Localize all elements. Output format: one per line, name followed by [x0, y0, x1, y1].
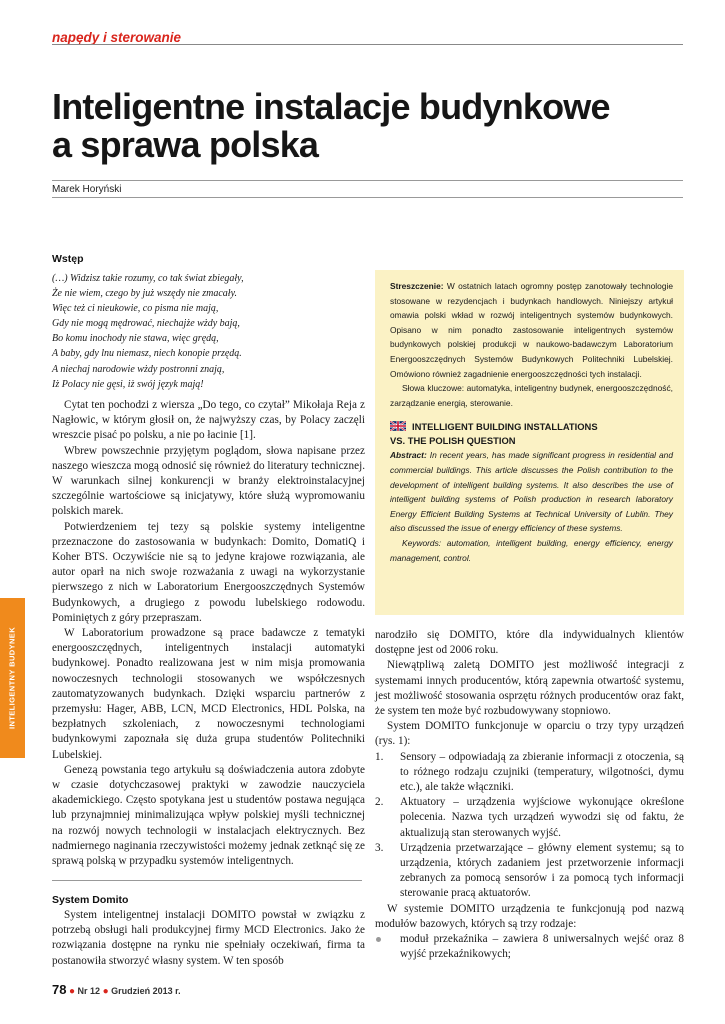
uk-flag-icon: [390, 421, 406, 431]
domito-heading: System Domito: [52, 894, 129, 906]
poem-line: Iż Polacy nie gęsi, iż swój język mają!: [52, 378, 204, 390]
section-header: napędy i sterowanie: [52, 30, 182, 45]
intro-heading: Wstęp: [52, 253, 84, 265]
domito-section: [52, 908, 365, 969]
bullet-separator-icon: ●: [68, 986, 76, 997]
list-text: Sensory – odpowiadają za zbieranie informacji z otoczenia, są to różnego rodzaju czujniki (temperatury, wilgotności, dymu etc.), ale także włączniki.: [400, 750, 684, 794]
list-number: 1.: [375, 750, 384, 763]
bullet-icon: [376, 937, 381, 942]
bullet-separator-icon: ●: [102, 986, 109, 997]
intro-paragraph: Wbrew powszechnie przyjętym poglądom, słowa napisane przez naszego wieszcza mogą odnosić się również do literatury technicznej. W warunkach silnej konkurencji w branży elektroinstalacyjnej szczególnie wartościowe są inicjatywy, które służą wypromowaniu polskich marek.: [52, 444, 365, 518]
list-number: 3.: [375, 841, 384, 854]
poem-line: Że nie wiem, czego by już wszędy nie zmacały.: [52, 288, 237, 300]
sidebar-tab: [0, 598, 25, 758]
author-rule-top: [52, 180, 683, 181]
author: Marek Horyński: [52, 184, 122, 195]
right-paragraph: narodziło się DOMITO, które dla indywidualnych klientów dostępne jest od 2006 roku.: [375, 629, 684, 657]
page-footer: [52, 982, 181, 997]
poem-line: (…) Widzisz takie rozumy, co tak świat zbiegały,: [52, 273, 244, 284]
domito-paragraph: System inteligentnej instalacji DOMITO powstał w związku z potrzebą obsługi hali produkcyjnej firmy MCD Electronics. Jako że rozwiązania dostępne na rynku nie spełniały oczekiwań, firma ta postanowiła stworzyć własny system. W ten sposób: [52, 909, 365, 967]
abstract-en-keywords: Keywords: automation, intelligent building, energy efficiency, energy management, control.: [390, 537, 673, 563]
intro-paragraph: Cytat ten pochodzi z wiersza „Do tego, co czytał” Mikołaja Reja z Nagłowic, w którym głosił on, że najwyższy czas, by Polacy zaczęli wreszcie pisać po polsku, a nie po łacinie [1].: [52, 399, 365, 442]
abstract-en-heading-line-2: VS. THE POLISH QUESTION: [390, 435, 516, 447]
right-paragraph: System DOMITO funkcjonuje w oparciu o trzy typy urządzeń (rys. 1):: [375, 720, 684, 748]
list-item: [375, 795, 684, 841]
bullet-item: [375, 932, 684, 962]
poem-line: Więc też ci nieukowie, co pisma nie mają,: [52, 303, 219, 315]
list-item: [375, 750, 684, 796]
bullet-text: moduł przekaźnika – zawiera 8 uniwersalnych wejść oraz 8 wyjść przekaźnikowych;: [400, 933, 684, 961]
abstract-box: [375, 270, 684, 615]
poem-line: A baby, gdy lnu niemasz, niech konopie przędą.: [52, 348, 242, 360]
abstract-pl: [390, 279, 673, 381]
issue-date: Grudzień 2013 r.: [111, 986, 181, 996]
right-paragraph: W systemie DOMITO urządzenia te funkcjonują pod nazwą modułów bazowych, których są trzy rodzaje:: [375, 902, 684, 930]
abstract-en-heading-line-1: INTELLIGENT BUILDING INSTALLATIONS: [412, 421, 598, 433]
left-column: [52, 398, 365, 869]
list-text: Urządzenia przetwarzające – główny element systemu; są to urządzenia, których zadaniem jest przetworzenie informacji zebranych za pomocą sensorów i za pomocą tych informacji sterowanie pracą aktuatorów.: [400, 841, 684, 900]
abstract-en: [390, 448, 673, 536]
abstract-pl-keywords: Słowa kluczowe: automatyka, inteligentny budynek, energooszczędność, zarządzanie energią, sterowanie.: [390, 383, 673, 408]
list-item: [375, 841, 684, 902]
abstract-pl-text: W ostatnich latach ogromny postęp zanotowały technologie stosowane w rezydencjach i budynkach handlowych. Niniejszy artykuł omawia polski wkład w rozwój inteligentnych systemów budynkowych. Opisano w nim ponadto zastosowanie inteligentnych systemów budynkowych polskiej produkcji w naukowo-badawczym Laboratorium Energooszczędnych Systemów Budynkowych Politechniki Lubelskiej. Omówiono również zagadnienie energooszczędności tych instalacji.: [390, 281, 673, 379]
author-rule-bottom: [52, 197, 683, 198]
sidebar-label: INTELIGENTNY BUDYNEK: [7, 626, 17, 730]
abstract-pl-label: Streszczenie:: [390, 281, 444, 291]
poem: [52, 271, 372, 392]
intro-paragraph: Genezą powstania tego artykułu są doświadczenia autora zdobyte w czasie dotychczasowej praktyki w zawodzie nauczyciela akademickiego. Często spotykana jest u studentów postawa negująca lub przynajmniej minimalizująca wpływ polskiej myśli technicznej na rozwój nowych technologii w instalacjach elektrycznych. Bez nadmiernego naginania rzeczywistości możemy jednak zetknąć się ze sprawą polską w przypadku systemów inteligentnych.: [52, 763, 365, 868]
poem-line: Bo komu inochody nie stawa, więc grędą,: [52, 333, 219, 345]
header-divider: [52, 44, 683, 45]
abstract-en-text: In recent years, has made significant progress in residential and commercial buildings. This article discusses the Polish contribution to the development of intelligent building systems. It also describes the use of intelligent building systems of Polish production in research laboratory Energy Efficient Building Systems at Technical University of Lublin. They also discussed the issue of energy efficiency of these systems.: [390, 450, 673, 534]
article-title: [52, 88, 692, 164]
issue-number: Nr 12: [77, 986, 101, 996]
right-column: [375, 628, 684, 962]
page-number: 78: [52, 982, 67, 997]
title-line-2: a sprawa polska: [52, 124, 319, 165]
list-number: 2.: [375, 796, 384, 809]
right-paragraph: Niewątpliwą zaletą DOMITO jest możliwość integracji z systemami innych producentów, którą zapewnia otwartość systemu, jest możliwość stosowania osprzętu różnych producentów oraz fakt, że system ten może być rozbudowywany stopniowo.: [375, 659, 684, 718]
poem-line: A niechaj narodowie wżdy postronni znają,: [52, 363, 225, 375]
intro-paragraph: Potwierdzeniem tej tezy są polskie systemy inteligentne przeznaczone do zastosowania w budynkach: Domito, DomatiQ i Koher BTS. Oczywiście nie są to jedyne krajowe rozwiązania, ale autor oparł na nich swoje rozważania z uwagi na wykorzystanie pierwszego z nich w Laboratorium Energooszczędnych Systemów Budynkowych, a drugiego z powodu lubelskiego rodowodu. Pominiętych z góry przepraszam.: [52, 520, 365, 624]
list-text: Aktuatory – urządzenia wyjściowe wykonujące określone polecenia. Nazwa tych urządzeń wywodzi się od faktu, że aktualizują stan sterowanych wyjść.: [400, 796, 684, 839]
abstract-en-label: Abstract:: [390, 450, 427, 461]
poem-line: Gdy nie mogą mędrować, niechajże wżdy bają,: [52, 318, 240, 330]
abstract-en-heading: [390, 420, 673, 448]
intro-paragraph: W Laboratorium prowadzone są prace badawcze z tematyki energooszczędnych, inteligentnych instalacji automatyki budynkowej. Ponadto realizowana jest w nim misja promowania nowoczesnych technologii stosowanych we współczesnych zautomatyzowanych budynkach. Dzięki wsparciu partnerów z przemysłu: Hager, ABB, LCN, MCD Electronics, HDL Polska, na bezpłatnych szkoleniach, z nowoczesnymi technologiami budynkowymi zapoznała się duża grupa studentów Politechniki Lubelskiej.: [52, 627, 365, 761]
title-line-1: Inteligentne instalacje budynkowe: [52, 86, 610, 127]
section-divider: [52, 880, 362, 881]
